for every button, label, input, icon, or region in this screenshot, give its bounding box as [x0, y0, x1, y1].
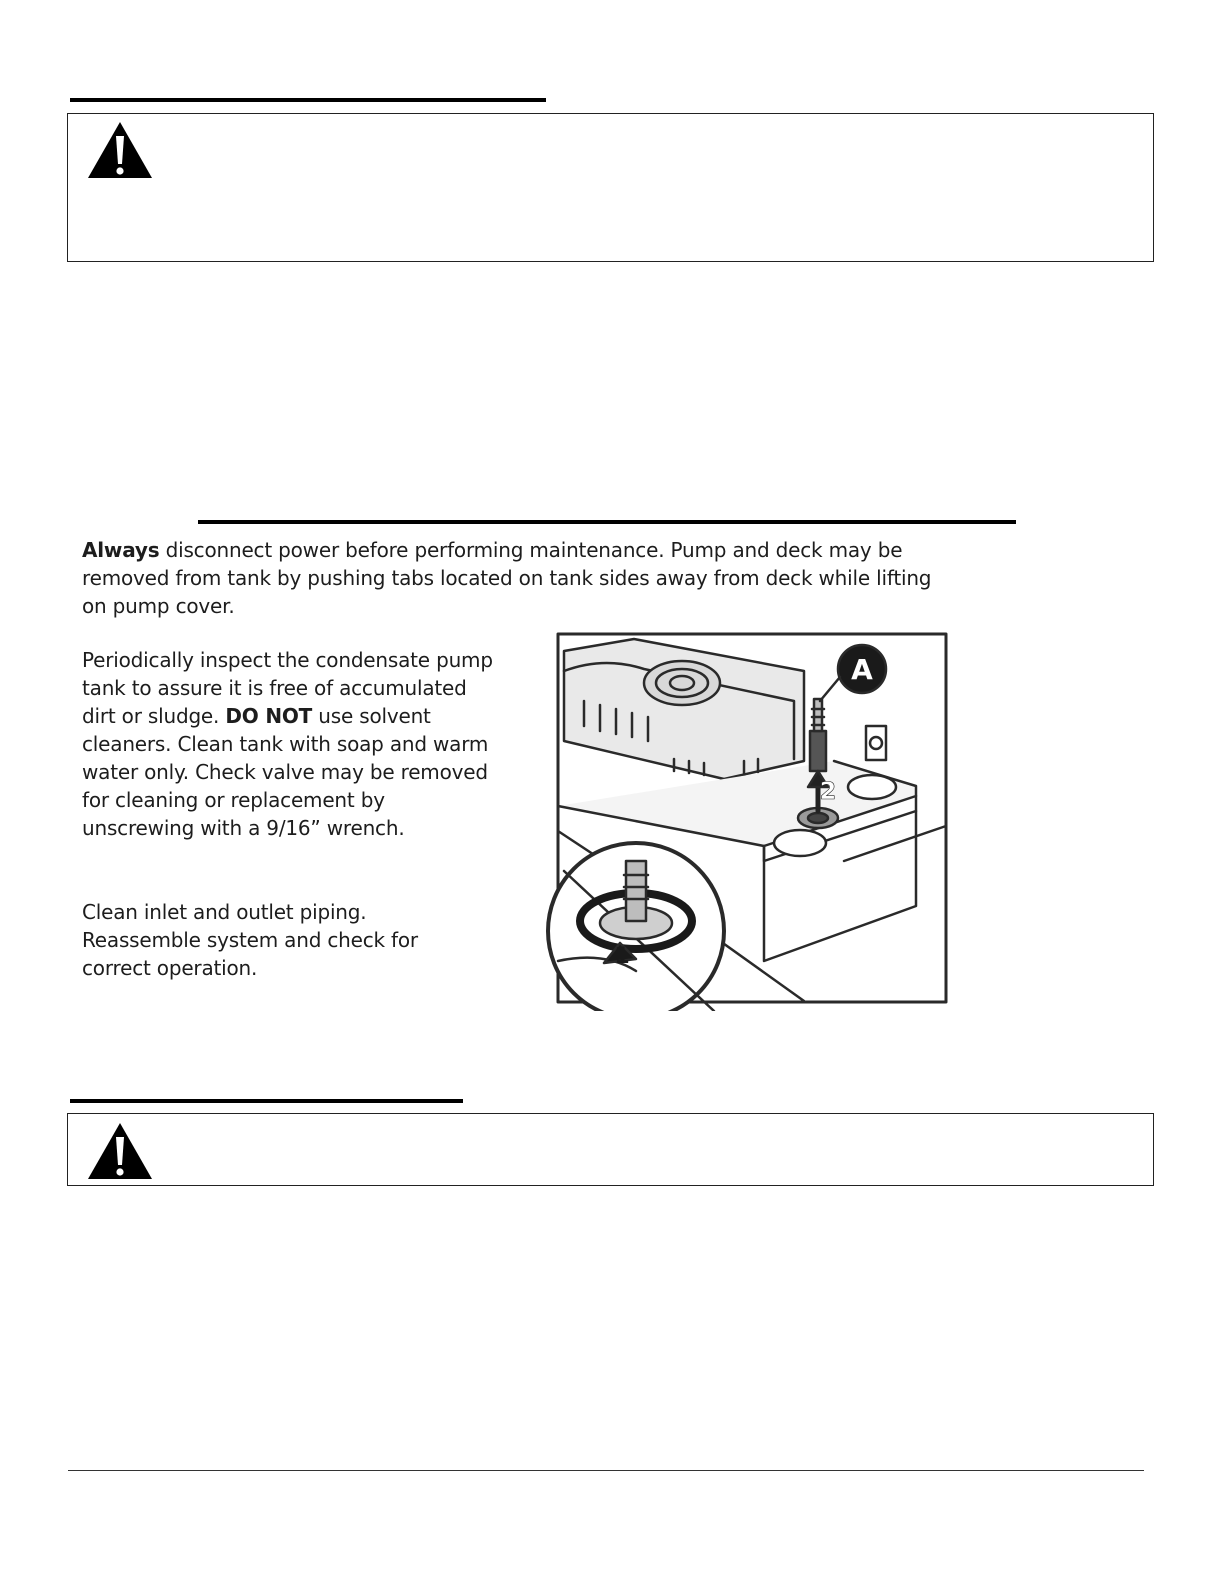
callout-a-label: A	[851, 653, 873, 686]
intro-text: disconnect power before performing maintenance. Pump and deck may be removed from tank by pushing tabs located on tank sides away from deck while lifting on pump cover.	[82, 538, 932, 618]
warning-triangle-icon	[86, 1121, 154, 1181]
pump-check-valve-illustration	[544, 631, 950, 1011]
section-heading-rule-2	[198, 520, 1016, 524]
maintenance-intro	[82, 536, 942, 620]
inspection-text-a: Periodically inspect the condensate pump tank to assure it is free of accumulated dirt or sludge.	[82, 648, 493, 728]
warning-box-bottom	[67, 1113, 1154, 1186]
cleaning-text: Clean inlet and outlet piping. Reassemble system and check for correct operation.	[82, 900, 418, 980]
do-not-emphasis: DO NOT	[225, 704, 313, 728]
outlet-port	[848, 775, 896, 799]
inspection-paragraph	[82, 646, 502, 842]
cleaning-paragraph	[82, 898, 482, 982]
step-2-label: 2	[819, 777, 837, 805]
inlet-port	[774, 830, 826, 856]
warning-box-top	[67, 113, 1154, 262]
inset-valve	[626, 861, 646, 921]
check-valve	[810, 731, 826, 771]
inspection-text-b: use solvent cleaners. Clean tank with soap and warm water only. Check valve may be removed for cleaning or replacement by unscrewing with a 9/16” wrench.	[82, 704, 489, 840]
step-1-label: 1	[614, 944, 630, 969]
warning-triangle-icon	[86, 120, 154, 180]
footer-rule	[68, 1470, 1144, 1471]
always-emphasis: Always	[82, 538, 160, 562]
section-heading-rule-3	[70, 1099, 463, 1103]
section-heading-rule-1	[70, 98, 546, 102]
